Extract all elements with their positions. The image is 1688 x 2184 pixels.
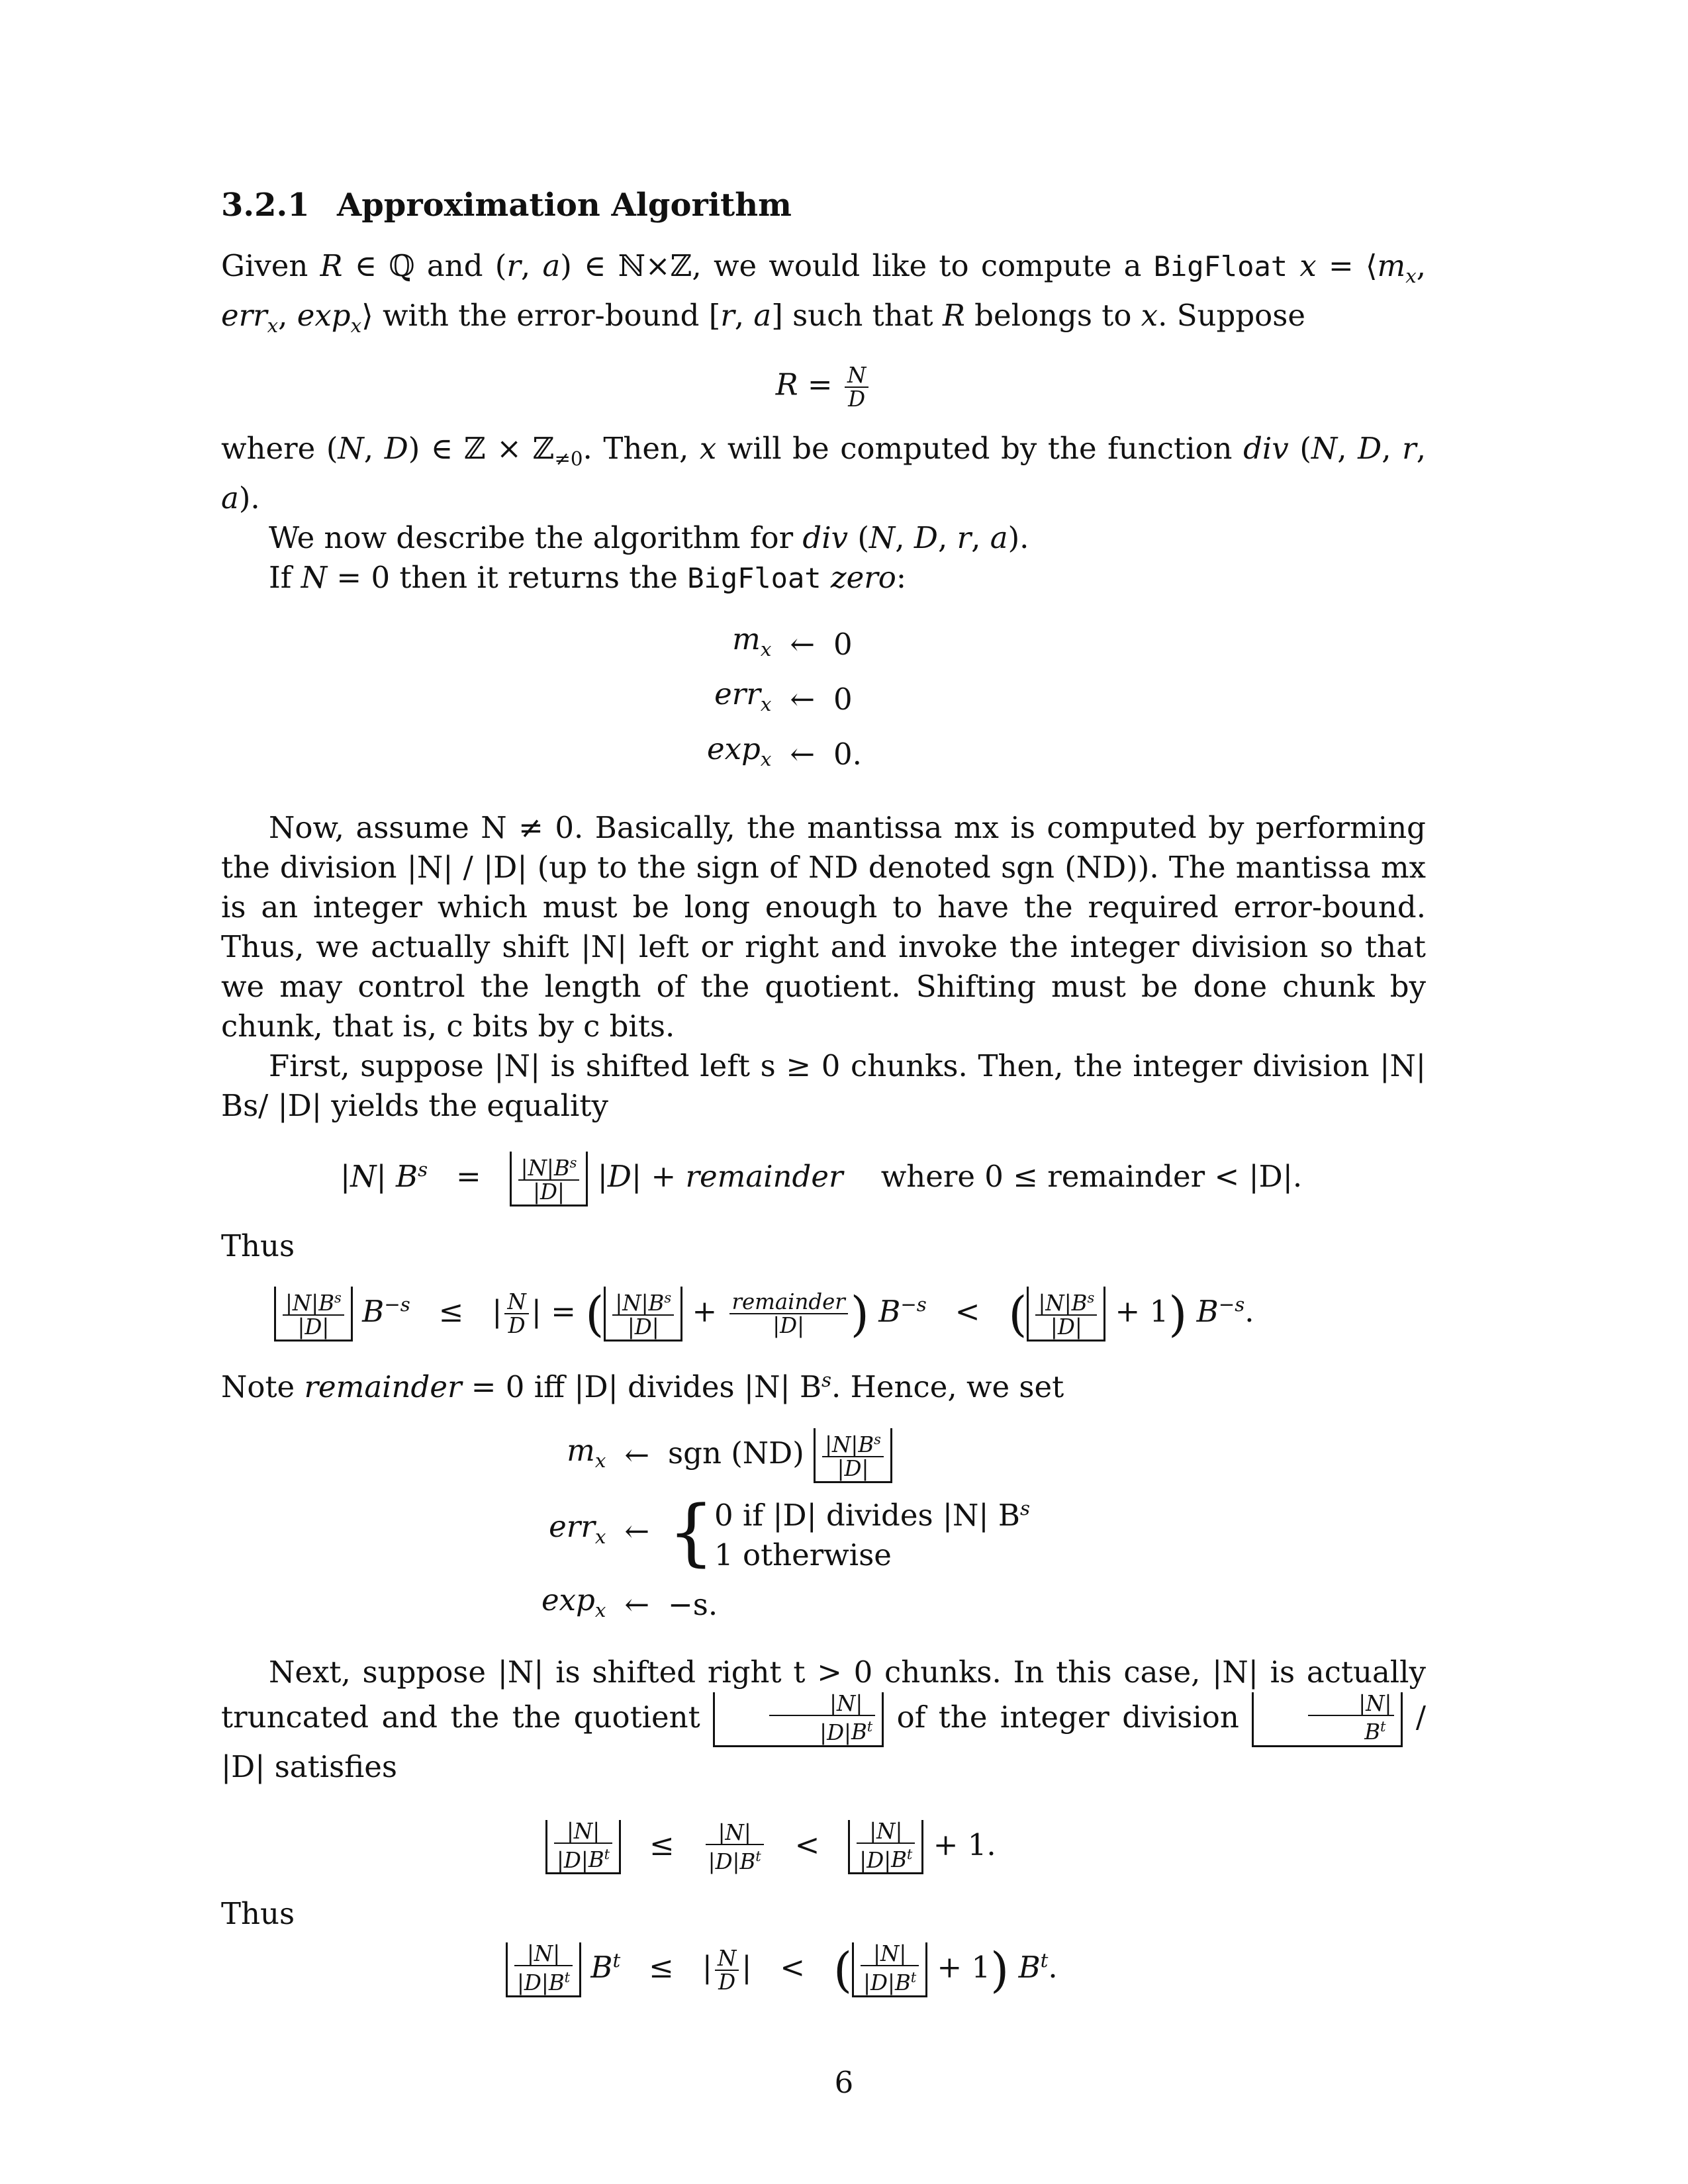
zero-assignment: $m_x$ ← 0 err$_x$ ← 0 $\exp_x$ ← 0. <box>707 621 862 772</box>
page-body <box>221 185 1426 2016</box>
section-heading <box>221 185 1426 225</box>
paragraph-where: where (N, D) ∈ ℤ × ℤ$_{\ne 0}$. Then, x will be computed by the function div (N, D, r, a). <box>221 431 1426 516</box>
paragraph-note: Note remainder = 0 iff |D| divides |N| $B^s$. Hence, we set <box>221 1368 1064 1404</box>
equation-inequality-2: $\frac{|N|}{|D|B^t}$ $B^t$ ≤ | $\frac{N}{D}$ | < ( $\frac{|N|}{|D|B^t}$ + 1) $B^t$. <box>506 1940 1426 1997</box>
paragraph-intro: Given R ∈ ℚ and (r, a) ∈ ℕ×ℤ, we would like to compute a BigFloat $x = ⟨m_x$, err$_x$, $\exp_x⟩$ with the error-bound [r, a] such that R belongs to x. Suppose <box>221 248 1426 337</box>
paragraph-shift-left: First, suppose |N| is shifted left s ≥ 0 chunks. Then, the integer division |N| Bs/ |D| yields the equality <box>221 1048 1426 1124</box>
equation-quotient-bound: $\frac{|N|}{|D|B^t}$ ≤ $\frac{|N|}{|D|B^t}$ < $\frac{|N|}{|D|B^t}$ + 1. <box>545 1820 1426 1875</box>
section-title: Approximation Algorithm <box>337 187 792 224</box>
paragraph-if-zero: If N = 0 then it returns the BigFloat zero: <box>269 560 906 596</box>
equation-division: |N| $B^s$ = $\frac{|N|B^s}{|D|}$ |D| + remainder where 0 ≤ remainder < |D|. <box>340 1150 1426 1206</box>
case-assignment: $m_x$ ← sgn (ND) $\frac{|N|B^s}{|D|}$ err$_x$ ← {0 if |D| divides |N| $B^s$ 1 otherwise $\exp_x$ ← −s. <box>532 1426 1039 1633</box>
bigfloat-code: BigFloat <box>1153 250 1288 283</box>
equation-r-def: R = $\frac{N}{D}$ <box>221 364 1426 410</box>
paragraph-describe: We now describe the algorithm for div (N, D, r, a). <box>269 520 1029 556</box>
section-number: 3.2.1 <box>221 187 310 224</box>
equation-inequality-1: $\frac{|N|B^s}{|D|}$ $B^{-s}$ ≤ | $\frac{N}{D}$ | = ( $\frac{|N|B^s}{|D|}$ + $\frac{\text{remainder}}{|D|}$ ) $B^{-s}$ < ( $\frac{|N|B^s}{|D|}$ + 1) $B^{-s}$. <box>274 1285 1426 1342</box>
label-thus-1: Thus <box>221 1228 295 1263</box>
label-thus-2: Thus <box>221 1896 295 1932</box>
paragraph-shift-right: Next, suppose |N| is shifted right t > 0 chunks. In this case, |N| is actually truncated and the the quotient $\frac{|N|}{|D|B^t}$ of the integer division $\frac{|N|}{B^t}$ / |D| satisfies <box>221 1654 1427 1784</box>
paragraph-mantissa: Now, assume N ≠ 0. Basically, the mantissa mx is computed by performing the division |N| / |D| (up to the sign of ND denoted sgn (ND)). The mantissa mx is an integer which must be long enough to have the required error-bound. Thus, we actually shift |N| left or right and invoke the integer division so that we may control the length of the quotient. Shifting must be done chunk by chunk, that is, c bits by c bits. <box>221 810 1426 1044</box>
page-number: 6 <box>834 2065 854 2100</box>
